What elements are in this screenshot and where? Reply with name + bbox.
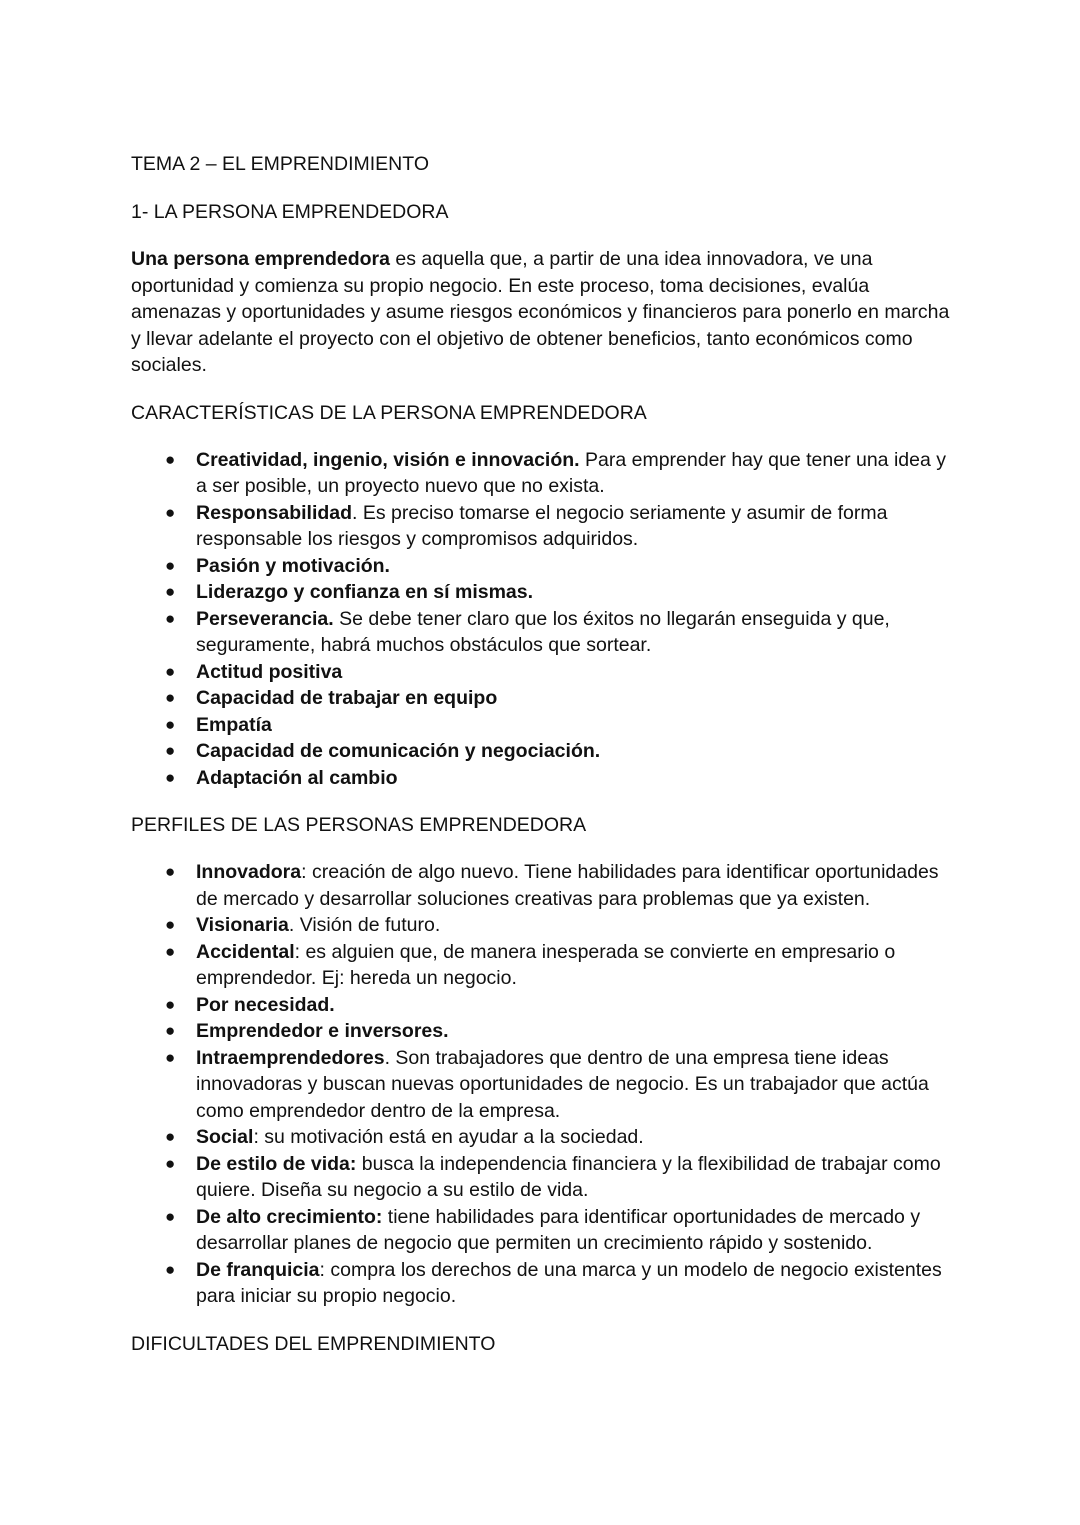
- item-text: Para emprender hay que tener una idea y a ser posible, un proyecto nuevo que no exista.: [196, 448, 946, 497]
- list-item: [131, 1124, 951, 1151]
- item-bold: Responsabilidad: [196, 501, 353, 524]
- bullet-icon: ●: [165, 608, 176, 628]
- bullet-icon: ●: [165, 994, 176, 1014]
- document-page: [131, 151, 951, 1357]
- list-item: [131, 912, 951, 939]
- item-text: tiene habilidades para identificar oportunidades de mercado y desarrollar planes de negocio que permiten un crecimiento rápido y sostenido.: [196, 1205, 921, 1254]
- item-bold: De alto crecimiento:: [196, 1205, 383, 1228]
- bullet-icon: ●: [165, 688, 176, 707]
- bullet-icon: ●: [165, 941, 176, 961]
- list-item: [131, 553, 951, 580]
- section-heading-dificultades: DIFICULTADES DEL EMPRENDIMIENTO: [131, 1332, 496, 1355]
- item-text: : creación de algo nuevo. Tiene habilidades para identificar oportunidades de mercado y desarrollar soluciones creativas para problemas que ya existen.: [196, 861, 939, 910]
- list-item: [131, 579, 951, 606]
- list-item: [131, 712, 951, 739]
- bullet-icon: ●: [165, 741, 176, 760]
- item-bold: Innovadora: [196, 861, 302, 883]
- list-item: [131, 1045, 951, 1125]
- intro-text: es aquella que, a partir de una idea innovadora, ve una oportunidad y comienza su propio negocio. En este proceso, toma decisiones, evalúa amenazas y oportunidades y asume riesgos económicos y financieros para ponerlo en marcha y llevar adelante el proyecto con el objetivo de obtener beneficios, tanto económicos como sociales.: [131, 248, 950, 376]
- list-item: [131, 447, 951, 500]
- list-item: [131, 1151, 951, 1204]
- intro-bold-term: Una persona emprendedora: [131, 248, 390, 270]
- item-bold: Empatía: [196, 713, 272, 736]
- bullet-icon: ●: [165, 555, 176, 575]
- item-bold: Intraemprendedores: [196, 1046, 385, 1069]
- item-bold: Creatividad, ingenio, visión e innovación.: [196, 448, 580, 471]
- item-bold: Liderazgo y confianza en sí mismas.: [196, 581, 534, 603]
- list-item: [131, 500, 951, 553]
- intro-paragraph: [131, 246, 951, 379]
- item-text: . Es preciso tomarse el negocio seriamente y asumir de forma responsable los riesgos y compromisos adquiridos.: [196, 501, 888, 550]
- list-item: [131, 1257, 951, 1310]
- item-bold: Emprendedor e inversores.: [196, 1020, 449, 1042]
- item-bold: Por necesidad.: [196, 993, 335, 1016]
- bullet-icon: ●: [165, 1021, 176, 1040]
- bullet-icon: ●: [165, 502, 176, 522]
- item-bold: Social: [196, 1126, 254, 1148]
- list-item: [131, 939, 951, 992]
- bullet-icon: ●: [165, 862, 176, 881]
- list-item: [131, 738, 951, 765]
- bullet-icon: ●: [165, 449, 176, 469]
- bullet-icon: ●: [165, 661, 176, 681]
- bullet-icon: ●: [165, 767, 176, 787]
- list-item: [131, 685, 951, 712]
- item-bold: Adaptación al cambio: [196, 766, 398, 789]
- bullet-icon: ●: [165, 1127, 176, 1146]
- item-text: : es alguien que, de manera inesperada se convierte en empresario o emprendedor. Ej: hereda un negocio.: [196, 940, 896, 989]
- section-heading-caracteristicas: CARACTERÍSTICAS DE LA PERSONA EMPRENDEDORA: [131, 401, 647, 424]
- item-text: : compra los derechos de una marca y un modelo de negocio existentes para iniciar su propio negocio.: [196, 1258, 942, 1307]
- list-item: [131, 606, 951, 659]
- caracteristicas-list: [131, 447, 951, 792]
- item-bold: Actitud positiva: [196, 660, 343, 683]
- list-item: [131, 1204, 951, 1257]
- bullet-icon: ●: [165, 714, 176, 734]
- section-heading-persona: 1- LA PERSONA EMPRENDEDORA: [131, 201, 449, 223]
- list-item: [131, 1018, 951, 1045]
- item-bold: Capacidad de comunicación y negociación.: [196, 740, 601, 762]
- list-item: [131, 992, 951, 1019]
- item-text: : su motivación está en ayudar a la sociedad.: [253, 1126, 644, 1148]
- item-bold: De franquicia: [196, 1258, 320, 1281]
- perfiles-list: [131, 859, 951, 1310]
- item-text: Se debe tener claro que los éxitos no llegarán enseguida y que, seguramente, habrá muchos obstáculos que sortear.: [196, 607, 890, 656]
- item-bold: De estilo de vida:: [196, 1152, 357, 1175]
- list-item: [131, 659, 951, 686]
- item-bold: Pasión y motivación.: [196, 554, 390, 577]
- bullet-icon: ●: [165, 582, 176, 601]
- item-bold: Accidental: [196, 940, 295, 963]
- bullet-icon: ●: [165, 1047, 176, 1067]
- bullet-icon: ●: [165, 1259, 176, 1279]
- item-bold: Capacidad de trabajar en equipo: [196, 687, 498, 709]
- item-bold: Perseverancia.: [196, 607, 334, 630]
- bullet-icon: ●: [165, 1206, 176, 1226]
- list-item: [131, 765, 951, 792]
- item-text: . Visión de futuro.: [288, 914, 441, 936]
- item-bold: Visionaria: [196, 914, 289, 936]
- document-title: TEMA 2 – EL EMPRENDIMIENTO: [131, 153, 429, 175]
- bullet-icon: ●: [165, 915, 176, 934]
- list-item: [131, 859, 951, 912]
- item-text: busca la independencia financiera y la flexibilidad de trabajar como quiere. Diseña su negocio a su estilo de vida.: [196, 1152, 941, 1201]
- section-heading-perfiles: PERFILES DE LAS PERSONAS EMPRENDEDORA: [131, 814, 587, 836]
- bullet-icon: ●: [165, 1153, 176, 1173]
- item-text: . Son trabajadores que dentro de una empresa tiene ideas innovadoras y buscan nuevas oportunidades de negocio. Es un trabajador que actúa como emprendedor dentro de la empresa.: [196, 1046, 929, 1122]
